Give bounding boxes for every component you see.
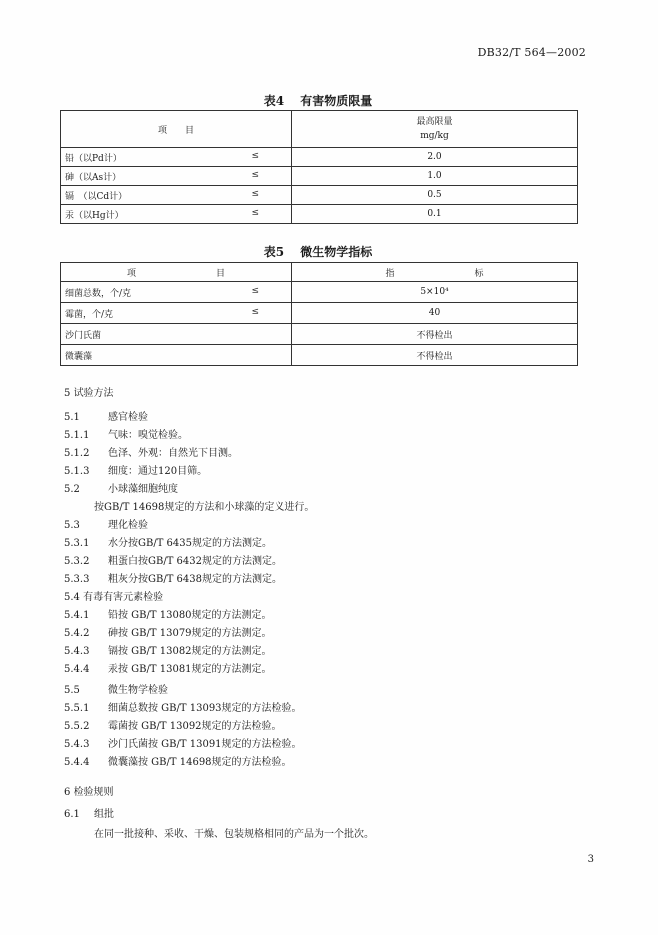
table4-header-item: 项 目	[61, 111, 292, 148]
clause-paragraph: 在同一批接种、采收、干燥、包装规格相同的产品为一个批次。	[94, 829, 374, 840]
table5-row-value: 40	[292, 303, 578, 324]
clause-item: 5.4.4 汞按 GB/T 13081规定的方法测定。	[64, 664, 272, 675]
table4-row-name: 汞（以Hg计） ≤	[61, 205, 292, 224]
clause-heading: 5.1 感官检验	[64, 412, 148, 423]
table5-header-index: 指 标	[292, 263, 578, 282]
clause-paragraph: 按GB/T 14698规定的方法和小球藻的定义进行。	[94, 502, 315, 513]
table4-row-name: 砷（以As计） ≤	[61, 167, 292, 186]
clause-item: 5.1.2 色泽、外观：自然光下目测。	[64, 448, 238, 459]
table-row	[61, 282, 578, 303]
clause-item: 5.3.1 水分按GB/T 6435规定的方法测定。	[64, 538, 273, 549]
table5-row-value: 5×10⁴	[292, 282, 578, 303]
table-row	[61, 324, 578, 345]
table4-header-row	[61, 111, 578, 148]
table4-row-value: 1.0	[292, 167, 578, 186]
clause-item: 5.5.2 霉菌按 GB/T 13092规定的方法检验。	[64, 721, 282, 732]
table-row	[61, 303, 578, 324]
table4-header-limit: 最高限量	[416, 117, 453, 127]
clause-item: 5.4.1 铅按 GB/T 13080规定的方法测定。	[64, 610, 272, 621]
clause-item: 5.1.1 气味：嗅觉检验。	[64, 430, 188, 441]
table5-row-name: 沙门氏菌	[61, 324, 292, 345]
clause-item: 5.4.3 沙门氏菌按 GB/T 13091规定的方法检验。	[64, 739, 302, 750]
clause-item: 5.5.1 细菌总数按 GB/T 13093规定的方法检验。	[64, 703, 302, 714]
section-heading: 6 检验规则	[64, 787, 114, 798]
table4-row-value: 2.0	[292, 148, 578, 167]
table-row	[61, 345, 578, 366]
table5-row-value: 不得检出	[292, 345, 578, 366]
clause-item: 5.3.3 粗灰分按GB/T 6438规定的方法测定。	[64, 574, 283, 585]
table4-row-value: 0.1	[292, 205, 578, 224]
section-heading: 5 试验方法	[64, 388, 114, 399]
table4	[60, 110, 578, 224]
table5-row-name: 霉菌，个/克 ≤	[61, 303, 292, 324]
clause-item: 5.4.3 镉按 GB/T 13082规定的方法测定。	[64, 646, 272, 657]
table5-row-name: 细菌总数，个/克 ≤	[61, 282, 292, 303]
table4-row-name: 镉 （以Cd计） ≤	[61, 186, 292, 205]
table4-row-value: 0.5	[292, 186, 578, 205]
table-row	[61, 205, 578, 224]
clause-item: 5.3.2 粗蛋白按GB/T 6432规定的方法测定。	[64, 556, 283, 567]
table-row	[61, 167, 578, 186]
table5-row-value: 不得检出	[292, 324, 578, 345]
clause-heading: 5.3 理化检验	[64, 520, 148, 531]
table5-caption-title: 微生物学指标	[300, 245, 373, 259]
table-row	[61, 148, 578, 167]
table4-caption	[60, 92, 576, 109]
table5-caption-number: 表5	[263, 245, 285, 259]
standard-code: DB32/T 564—2002	[477, 46, 586, 59]
clause-heading: 6.1 组批	[64, 809, 114, 820]
table4-header-limit-cell	[292, 111, 578, 148]
table4-caption-title: 有害物质限量	[300, 94, 373, 108]
clause-heading: 5.5 微生物学检验	[64, 685, 168, 696]
table5-row-name: 微囊藻	[61, 345, 292, 366]
table5-caption	[60, 243, 576, 260]
clause-heading: 5.2 小球藻细胞纯度	[64, 484, 178, 495]
table4-caption-number: 表4	[263, 94, 285, 108]
table5	[60, 262, 578, 366]
table-row	[61, 186, 578, 205]
clause-item: 5.1.3 细度：通过120目筛。	[64, 466, 208, 477]
table4-row-name: 铅（以Pd计） ≤	[61, 148, 292, 167]
table4-header-unit: mg/kg	[420, 131, 449, 141]
clause-item: 5.4.4 微囊藻按 GB/T 14698规定的方法检验。	[64, 757, 292, 768]
clause-item: 5.4.2 砷按 GB/T 13079规定的方法测定。	[64, 628, 272, 639]
page-number: 3	[587, 854, 594, 865]
clause-heading: 5.4 有毒有害元素检验	[64, 592, 164, 603]
table5-header-row	[61, 263, 578, 282]
table5-header-item: 项 目	[61, 263, 292, 282]
